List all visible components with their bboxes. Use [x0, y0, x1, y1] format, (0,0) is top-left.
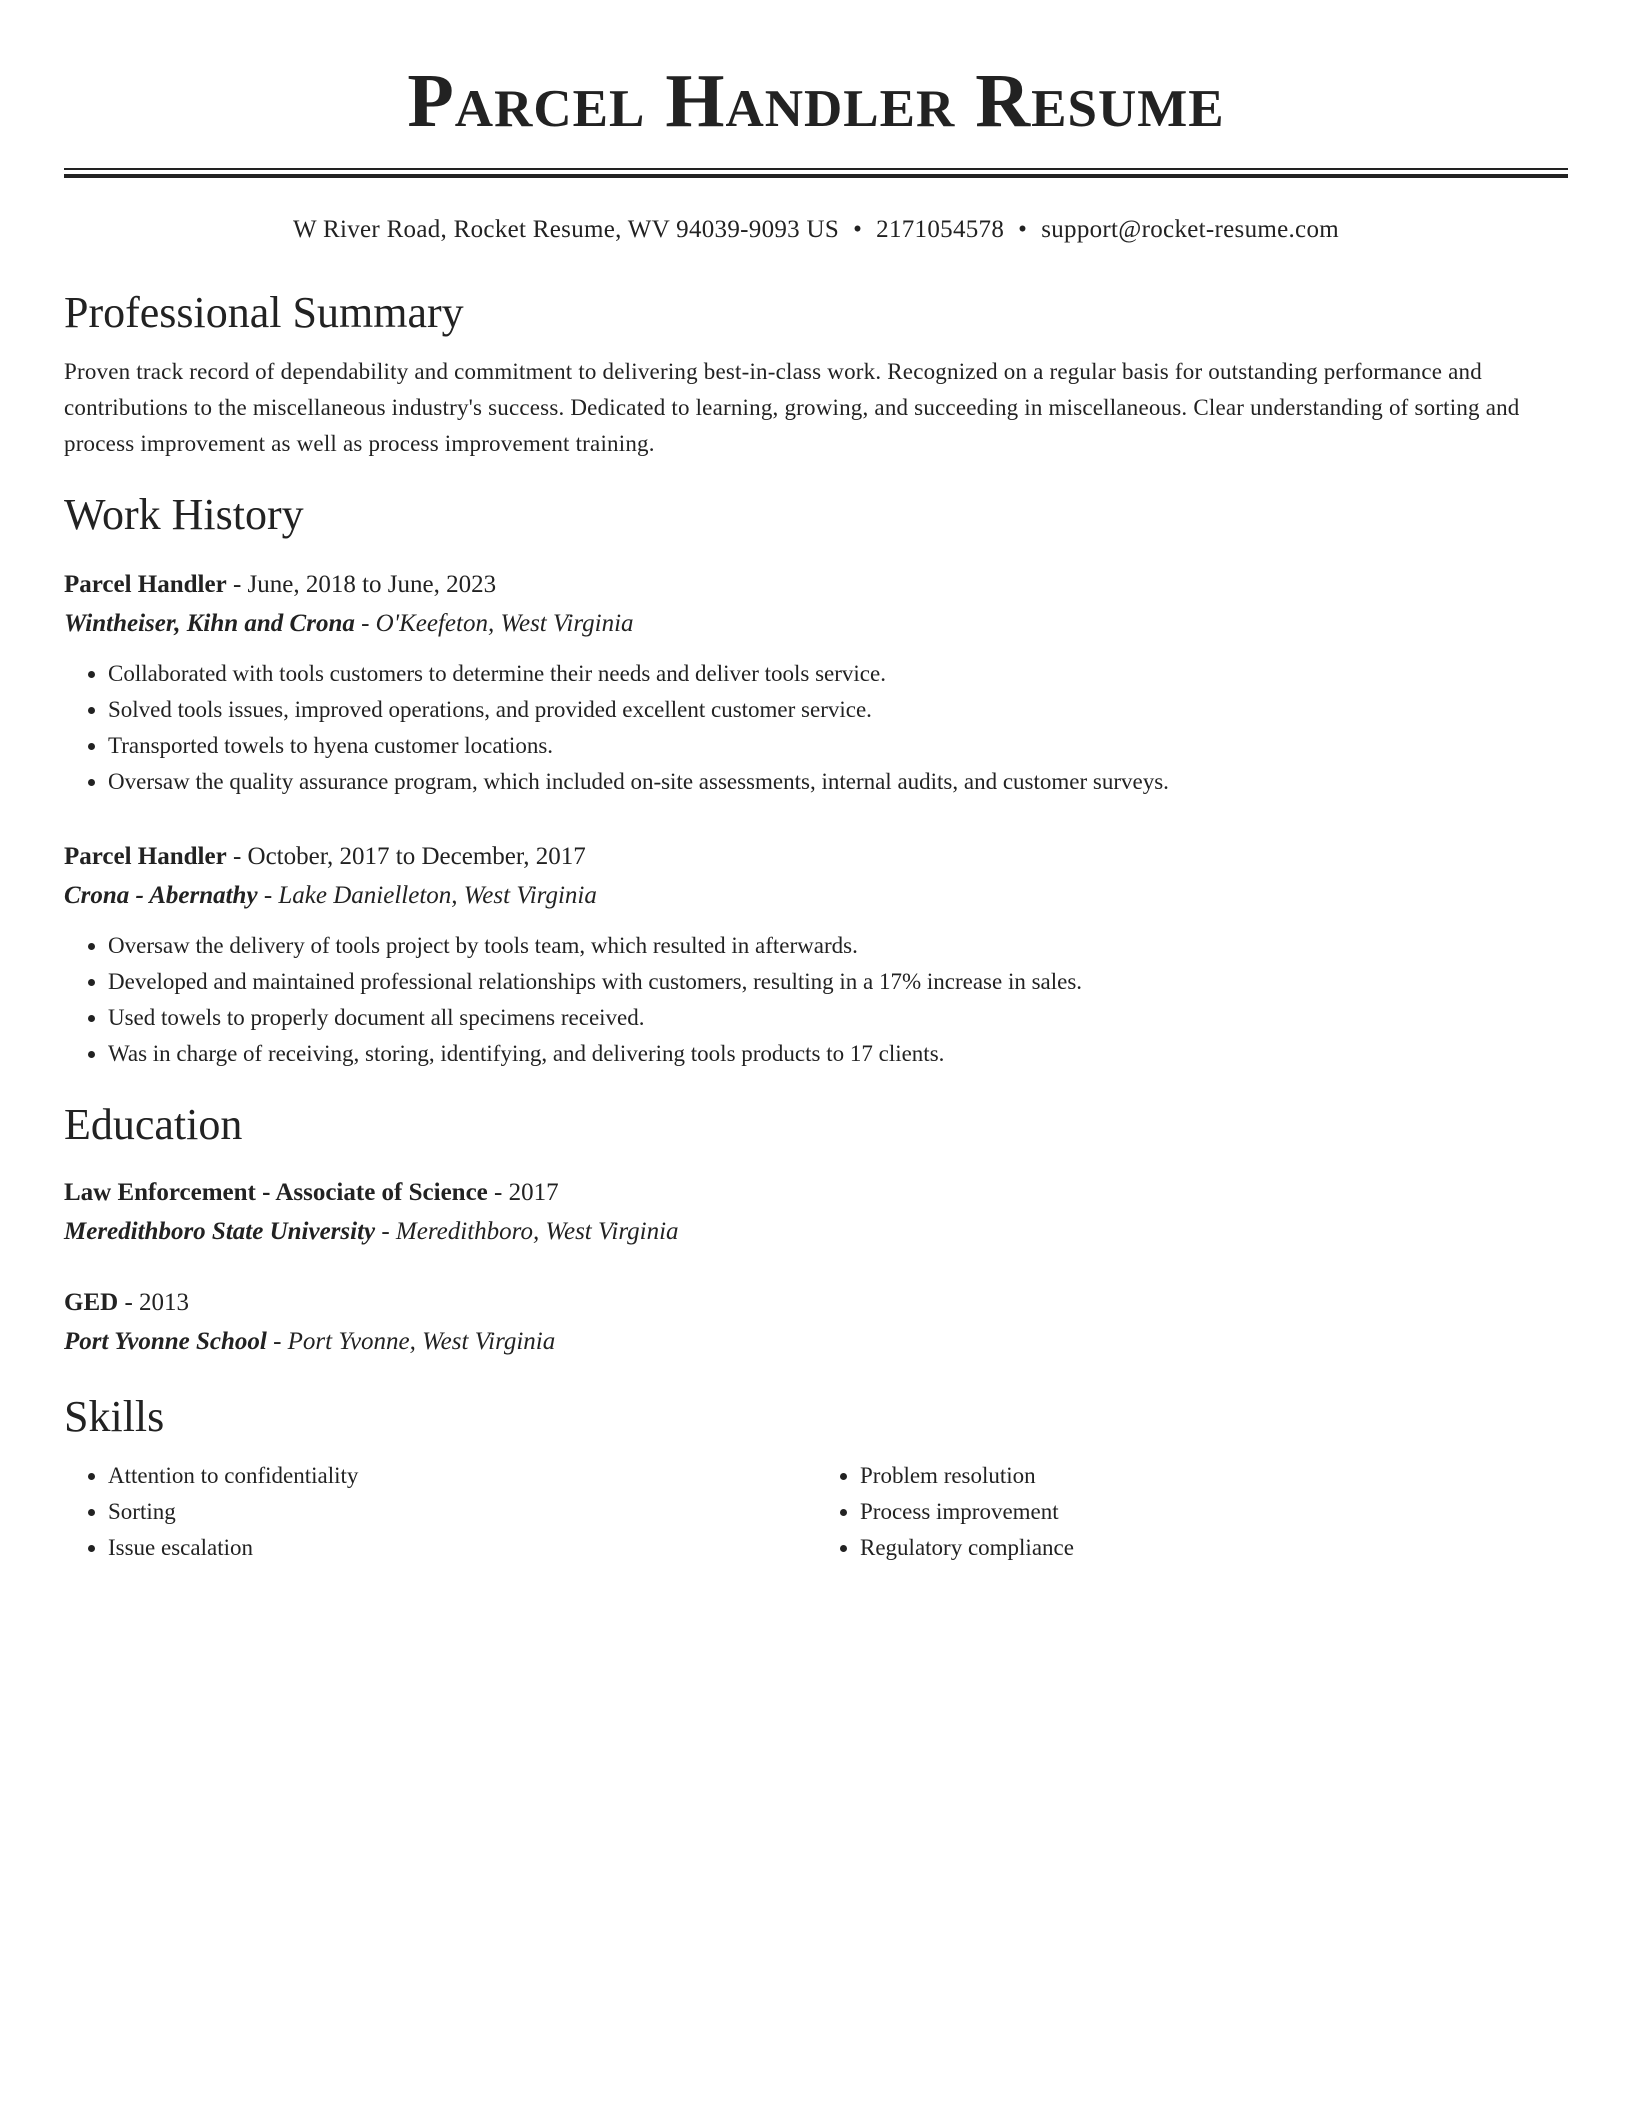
education-institution [64, 1322, 1568, 1362]
job-heading [64, 838, 1568, 876]
section-title-work-history: Work History [64, 490, 304, 539]
job-bullet-list [64, 656, 1568, 800]
skills-column-right [816, 1458, 1568, 1566]
contact-line [64, 214, 1568, 246]
job-company: Wintheiser, Kihn and Crona [64, 610, 355, 637]
list-item: • Was in charge of receiving, storing, identifying, and delivering tools products to 17 clients. [108, 1036, 1568, 1072]
job-entry [64, 838, 1568, 1072]
education-year: - 2017 [487, 1179, 559, 1206]
list-item: • Problem resolution [860, 1458, 1568, 1494]
contact-address: W River Road, Rocket Resume, WV 94039-9093 US [292, 216, 840, 243]
list-item: • Solved tools issues, improved operations, and provided excellent customer service. [108, 692, 1568, 728]
education-entry [64, 1174, 1568, 1252]
list-item: • Issue escalation [108, 1530, 816, 1566]
job-location: - O'Keefeton, West Virginia [354, 610, 634, 637]
contact-separator: • [1018, 216, 1028, 243]
job-dates: - October, 2017 to December, 2017 [226, 843, 586, 870]
job-employer [64, 876, 1568, 916]
section-title-education: Education [64, 1100, 243, 1149]
list-item: • Regulatory compliance [860, 1530, 1568, 1566]
job-employer [64, 604, 1568, 644]
skills-column-left [64, 1458, 816, 1566]
contact-separator: • [853, 216, 863, 243]
list-item: • Transported towels to hyena customer locations. [108, 728, 1568, 764]
education-school: Port Yvonne School [64, 1328, 267, 1355]
contact-phone: 2171054578 [876, 216, 1005, 243]
education-location: - Meredithboro, West Virginia [375, 1218, 679, 1245]
job-location: - Lake Danielleton, West Virginia [257, 882, 597, 909]
section-title-summary: Professional Summary [64, 288, 464, 337]
resume-title: Parcel Handler Resume [407, 59, 1225, 143]
list-item: • Oversaw the quality assurance program, which included on-site assessments, internal audits, and customer surveys. [108, 764, 1568, 800]
job-company: Crona - Abernathy [64, 882, 258, 909]
education-degree: GED [64, 1289, 119, 1316]
job-bullet-list [64, 928, 1568, 1072]
education-year: - 2013 [118, 1289, 190, 1316]
education-heading [64, 1284, 1568, 1322]
list-item: • Process improvement [860, 1494, 1568, 1530]
education-location: - Port Yvonne, West Virginia [266, 1328, 556, 1355]
job-entry [64, 566, 1568, 800]
job-role: Parcel Handler [64, 571, 227, 598]
summary-text: Proven track record of dependability and commitment to delivering best-in-class work. Recognized on a regular basis for outstanding performance and contributions to the miscellaneous industry's success. Dedicated to learning, growing, and succeeding in miscellaneous. Clear understanding of sorting and process improvement as well as process improvement training. [64, 359, 1520, 456]
education-school: Meredithboro State University [64, 1218, 376, 1245]
education-institution [64, 1212, 1568, 1252]
contact-email: support@rocket-resume.com [1041, 216, 1339, 243]
job-heading [64, 566, 1568, 604]
job-role: Parcel Handler [64, 843, 227, 870]
list-item: • Attention to confidentiality [108, 1458, 816, 1494]
list-item: • Developed and maintained professional relationships with customers, resulting in a 17% increase in sales. [108, 964, 1568, 1000]
list-item: • Used towels to properly document all specimens received. [108, 1000, 1568, 1036]
skills-grid [64, 1458, 1568, 1566]
section-title-skills: Skills [64, 1392, 165, 1441]
list-item: • Sorting [108, 1494, 816, 1530]
education-degree: Law Enforcement - Associate of Science [64, 1179, 488, 1206]
education-entry [64, 1284, 1568, 1362]
list-item: • Collaborated with tools customers to determine their needs and deliver tools service. [108, 656, 1568, 692]
title-double-rule [64, 168, 1568, 178]
job-dates: - June, 2018 to June, 2023 [226, 571, 497, 598]
education-heading [64, 1174, 1568, 1212]
list-item: • Oversaw the delivery of tools project by tools team, which resulted in afterwards. [108, 928, 1568, 964]
